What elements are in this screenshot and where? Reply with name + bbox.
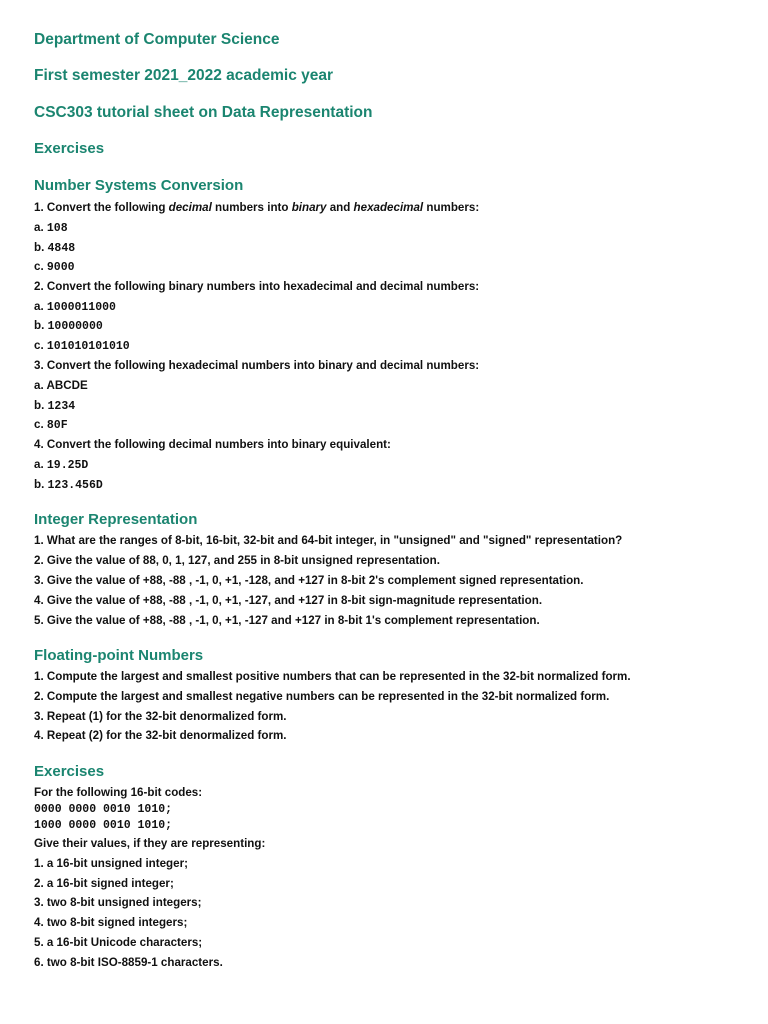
exercises-heading: Exercises: [34, 140, 105, 157]
list-item: 2. Give the value of 88, 0, 1, 127, and 255 in 8-bit unsigned representation.: [34, 554, 440, 567]
list-item: 3. Give the value of +88, -88 , -1, 0, +1, -128, and +127 in 8-bit 2's complement signed representation.: [34, 574, 584, 587]
question-3: 3. Convert the following hexadecimal numbers into binary and decimal numbers:: [34, 359, 480, 372]
integer-heading: Integer Representation: [34, 511, 198, 528]
list-item: 4. two 8-bit signed integers;: [34, 916, 188, 929]
department-heading: Department of Computer Science: [34, 31, 280, 48]
code-line: 1000 0000 0010 1010;: [34, 819, 173, 832]
list-item: 3. two 8-bit unsigned integers;: [34, 896, 202, 909]
question-2: 2. Convert the following binary numbers into hexadecimal and decimal numbers:: [34, 280, 480, 293]
semester-heading: First semester 2021_2022 academic year: [34, 67, 334, 84]
code-line: 0000 0000 0010 1010;: [34, 803, 173, 816]
list-item: 5. Give the value of +88, -88 , -1, 0, +1, -127 and +127 in 8-bit 1's complement representation.: [34, 614, 540, 627]
list-item: b. 123.456D: [34, 478, 103, 492]
list-item: a. 1000011000: [34, 300, 116, 314]
document-title: CSC303 tutorial sheet on Data Representation: [34, 104, 373, 121]
list-item: 3. Repeat (1) for the 32-bit denormalized form.: [34, 710, 287, 723]
list-item: 4. Repeat (2) for the 32-bit denormalized form.: [34, 729, 287, 742]
list-item: c. 101010101010: [34, 339, 130, 353]
list-item: 4. Give the value of +88, -88 , -1, 0, +1, -127, and +127 in 8-bit sign-magnitude representation.: [34, 594, 543, 607]
list-item: 6. two 8-bit ISO-8859-1 characters.: [34, 956, 223, 969]
list-item: a. 108: [34, 221, 68, 235]
list-item: c. 9000: [34, 260, 75, 274]
list-item: 1. What are the ranges of 8-bit, 16-bit, 32-bit and 64-bit integer, in "unsigned" and "signed" representation?: [34, 534, 623, 547]
floating-heading: Floating-point Numbers: [34, 647, 204, 664]
list-item: a. ABCDE: [34, 379, 88, 392]
list-item: 2. Compute the largest and smallest negative numbers can be represented in the 32-bit normalized form.: [34, 690, 610, 703]
question-4: 4. Convert the following decimal numbers into binary equivalent:: [34, 438, 391, 451]
list-item: 2. a 16-bit signed integer;: [34, 877, 174, 890]
list-item: b. 4848: [34, 241, 76, 255]
list-item: a. 19.25D: [34, 458, 89, 472]
list-item: b. 10000000: [34, 319, 103, 333]
list-item: 5. a 16-bit Unicode characters;: [34, 936, 203, 949]
list-item: b. 1234: [34, 399, 76, 413]
codes-prompt: Give their values, if they are representing:: [34, 837, 266, 850]
list-item: 1. a 16-bit unsigned integer;: [34, 857, 188, 870]
list-item: c. 80F: [34, 418, 68, 432]
codes-intro: For the following 16-bit codes:: [34, 786, 203, 799]
list-item: 1. Compute the largest and smallest positive numbers that can be represented in the 32-bit normalized form.: [34, 670, 631, 683]
number-systems-heading: Number Systems Conversion: [34, 177, 244, 194]
exercises-2-heading: Exercises: [34, 763, 105, 780]
question-1: 1. Convert the following decimal numbers into binary and hexadecimal numbers:: [34, 201, 480, 214]
